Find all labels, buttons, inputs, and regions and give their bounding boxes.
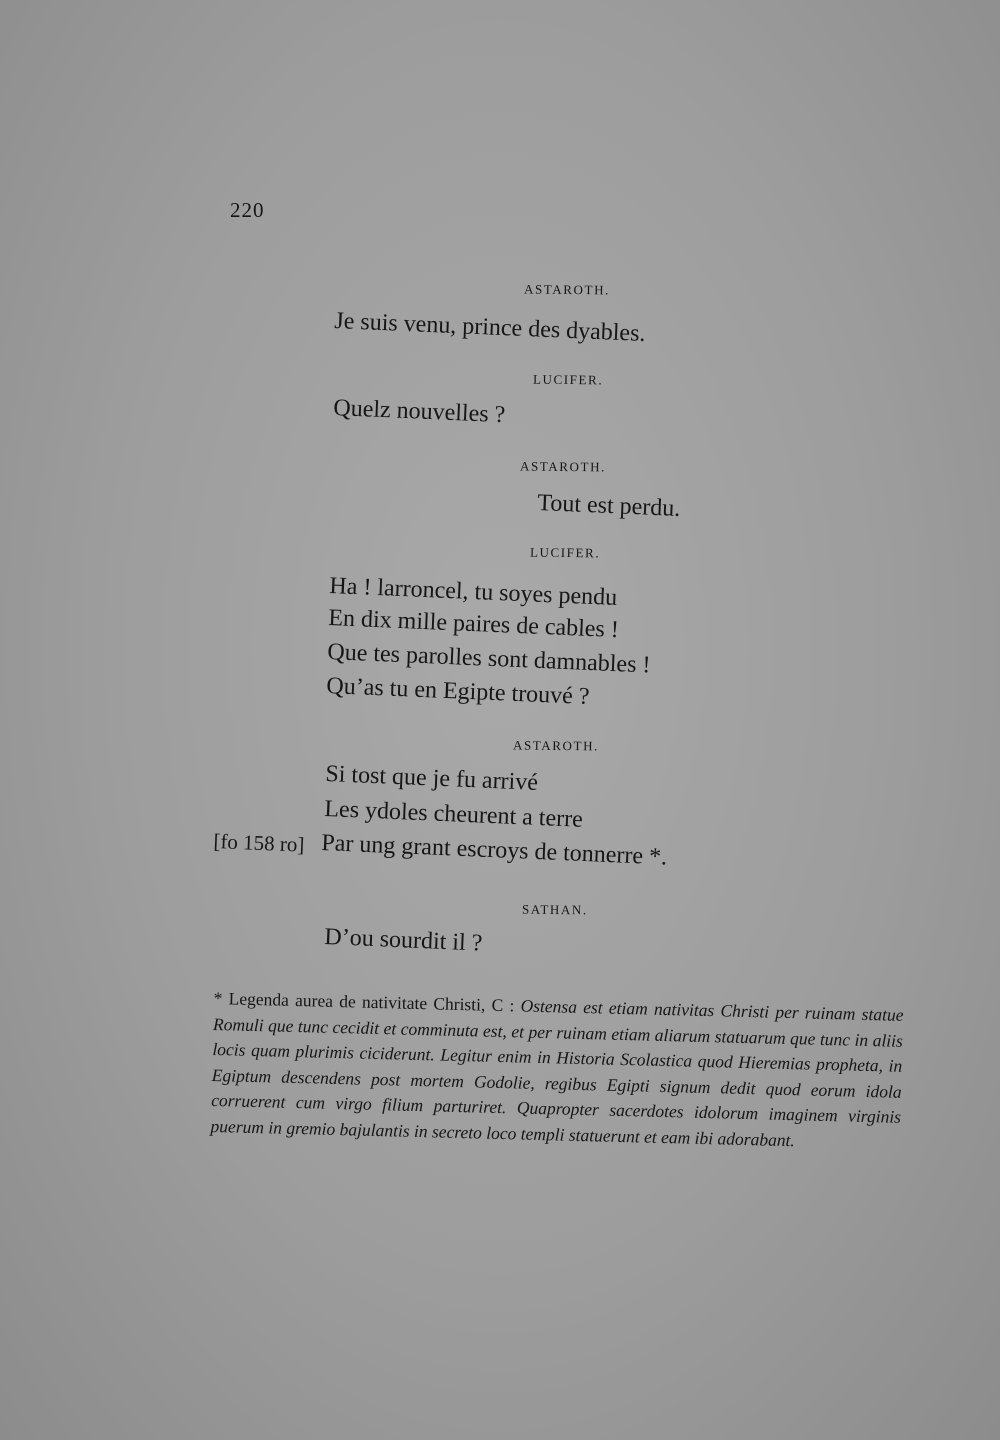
verse-line: Tout est perdu. (536, 490, 681, 522)
page-number: 220 (230, 198, 265, 222)
footnote-quote: Ostensa est etiam nativitas Christi per ruinam statue Romuli que tunc cecidit et comminuta est, et per ruinam etiam aliarum statuarum que tunc in aliis locis quam plurimis ciciderunt. Legitur enim in Historia Scolastica quod Hieremias propheta, in Egiptum descendens post mortem Godolie, regibus Egipti signum dedit quod eorum idola corruerent cum virgo filium parturiret. Quapropter sacerdotes idolorum imaginem virginis puerum in gremio bajulantis in secreto loco templi statuerunt et eam ibi adorabant. (210, 995, 904, 1150)
speaker-astaroth-3: ASTAROTH. (512, 737, 600, 754)
speaker-sathan: SATHAN. (521, 901, 588, 918)
verse-line: Ha ! larroncel, tu soyes pendu (328, 573, 618, 612)
verse-line: Les ydoles cheurent a terre (323, 796, 584, 833)
speaker-astaroth-1: ASTAROTH. (523, 281, 611, 298)
verse-line: D’ou sourdit il ? (323, 924, 483, 957)
folio-marker: [fo 158 ro] (212, 829, 305, 857)
verse-line: Que tes parolles sont damnables ! (326, 639, 651, 679)
verse-line: Je suis venu, prince des dyables. (333, 308, 646, 348)
verse-line: Quelz nouvelles ? (332, 395, 506, 429)
footnote-source: * Legenda aurea de nativitate Christi, C : (213, 987, 521, 1016)
verse-line: Qu’as tu en Egipte trouvé ? (325, 673, 591, 711)
speaker-astaroth-2: ASTAROTH. (519, 458, 607, 475)
speaker-lucifer-2: LUCIFER. (529, 544, 601, 561)
verse-line: Si tost que je fu arrivé (324, 761, 539, 796)
footnote (210, 986, 904, 1156)
verse-line: Par ung grant escroys de tonnerre *. (320, 830, 668, 871)
speaker-lucifer-1: LUCIFER. (532, 371, 604, 388)
verse-line: En dix mille paires de cables ! (327, 605, 620, 644)
